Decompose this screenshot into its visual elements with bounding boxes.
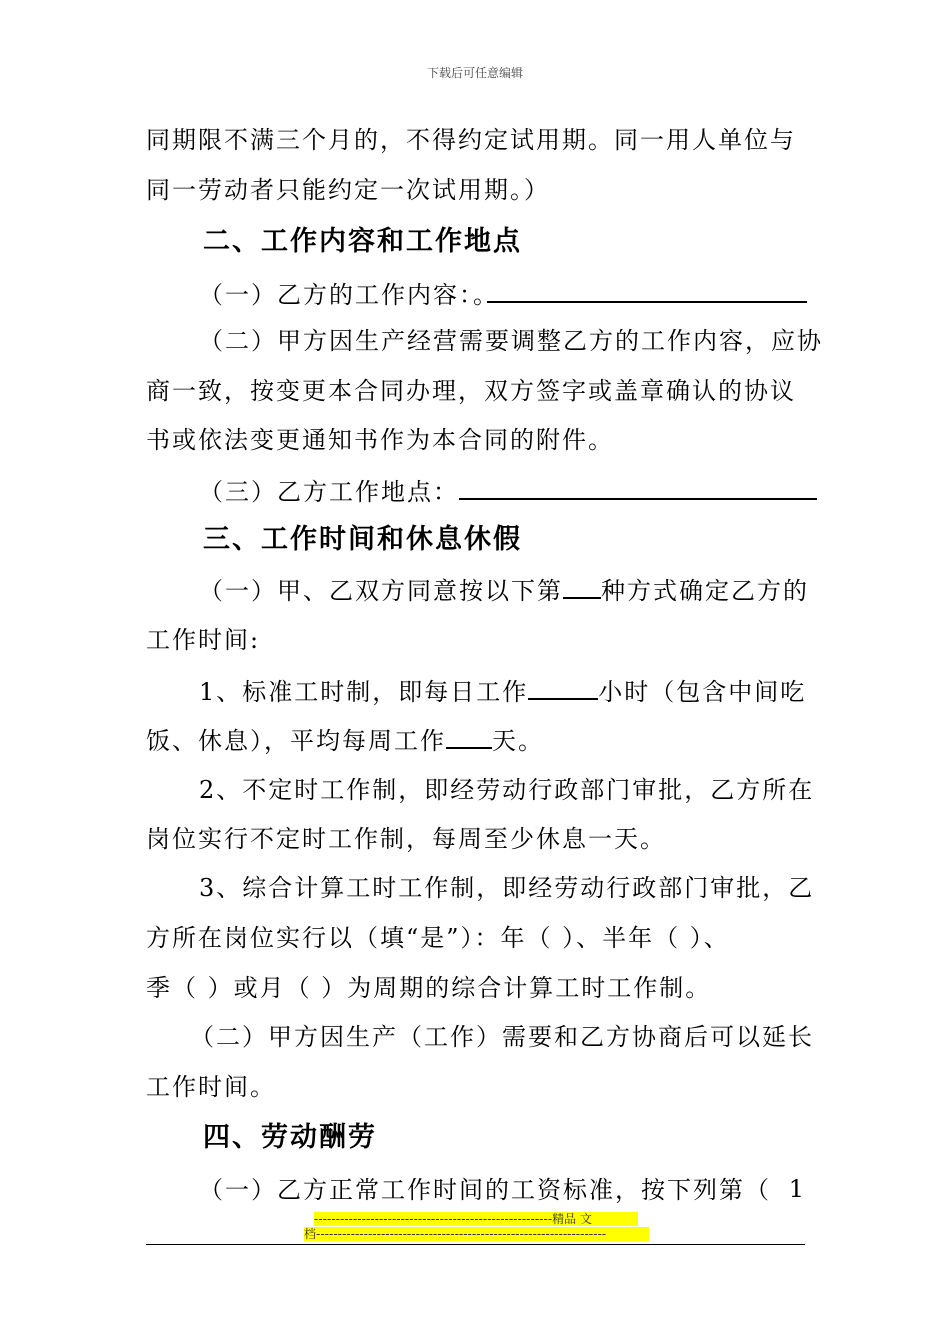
clause-line xyxy=(199,575,809,606)
footer-divider xyxy=(146,1244,805,1245)
page-header: 下载后可任意编辑 xyxy=(426,66,523,80)
clause-text: （一）乙方的工作内容：。 xyxy=(199,281,499,309)
clause-text: 小时（包含中间吃 xyxy=(598,678,807,706)
fill-blank xyxy=(563,575,601,599)
clause-line: 3、综合计算工时工作制，即经劳动行政部门审批，乙 xyxy=(199,874,815,902)
paragraph-line: 同一劳动者只能约定一次试用期。） xyxy=(146,176,550,204)
clause-line: （二）甲方因生产（工作）需要和乙方协商后可以延长 xyxy=(190,1023,814,1051)
clause-line: 方所在岗位实行以（填“是”）：年（ ）、半年（ ）、 xyxy=(146,924,730,952)
footer-watermark-line: -------------------------------------------------------精品 文 xyxy=(314,1212,638,1226)
clause-line: 季（ ）或月（ ）为周期的综合计算工时工作制。 xyxy=(146,974,712,1002)
clause-text: （三）乙方工作地点： xyxy=(199,478,459,506)
clause-line xyxy=(199,476,817,507)
section-heading: 四、劳动酬劳 xyxy=(203,1122,377,1153)
clause-line: （一）乙方正常工作时间的工资标准，按下列第（ xyxy=(199,1176,771,1204)
clause-line: 商一致，按变更本合同办理，双方签字或盖章确认的协议 xyxy=(146,377,796,405)
fill-blank xyxy=(446,725,492,749)
clause-text: 天。 xyxy=(492,727,544,755)
footer-watermark-line: 档------------------------------------------------------------------- xyxy=(304,1227,649,1241)
clause-line xyxy=(146,725,544,756)
clause-line xyxy=(199,676,806,707)
clause-line: 2、不定时工作制，即经劳动行政部门审批，乙方所在 xyxy=(199,776,815,804)
clause-line: 工作时间。 xyxy=(146,1073,276,1101)
section-heading: 二、工作内容和工作地点 xyxy=(203,226,522,257)
clause-text: 1、标准工时制，即每日工作 xyxy=(199,678,529,706)
section-heading: 三、工作时间和休息休假 xyxy=(203,524,522,555)
clause-text: 饭、休息），平均每周工作 xyxy=(146,727,446,755)
paragraph-line: 同期限不满三个月的，不得约定试用期。同一用人单位与 xyxy=(146,126,796,154)
fill-blank xyxy=(459,476,817,500)
clause-line: 书或依法变更通知书作为本合同的附件。 xyxy=(146,426,614,454)
page-number: 1 xyxy=(788,1175,804,1203)
clause-text: （一）甲、乙双方同意按以下第 xyxy=(199,577,563,605)
fill-blank xyxy=(528,676,598,700)
clause-line: （二）甲方因生产经营需要调整乙方的工作内容，应协 xyxy=(199,327,823,355)
clause-line xyxy=(199,279,807,310)
clause-line: 工作时间: xyxy=(146,626,261,654)
clause-line: 岗位实行不定时工作制，每周至少休息一天。 xyxy=(146,825,666,853)
fill-blank xyxy=(487,279,807,303)
clause-text: 种方式确定乙方的 xyxy=(601,577,809,605)
